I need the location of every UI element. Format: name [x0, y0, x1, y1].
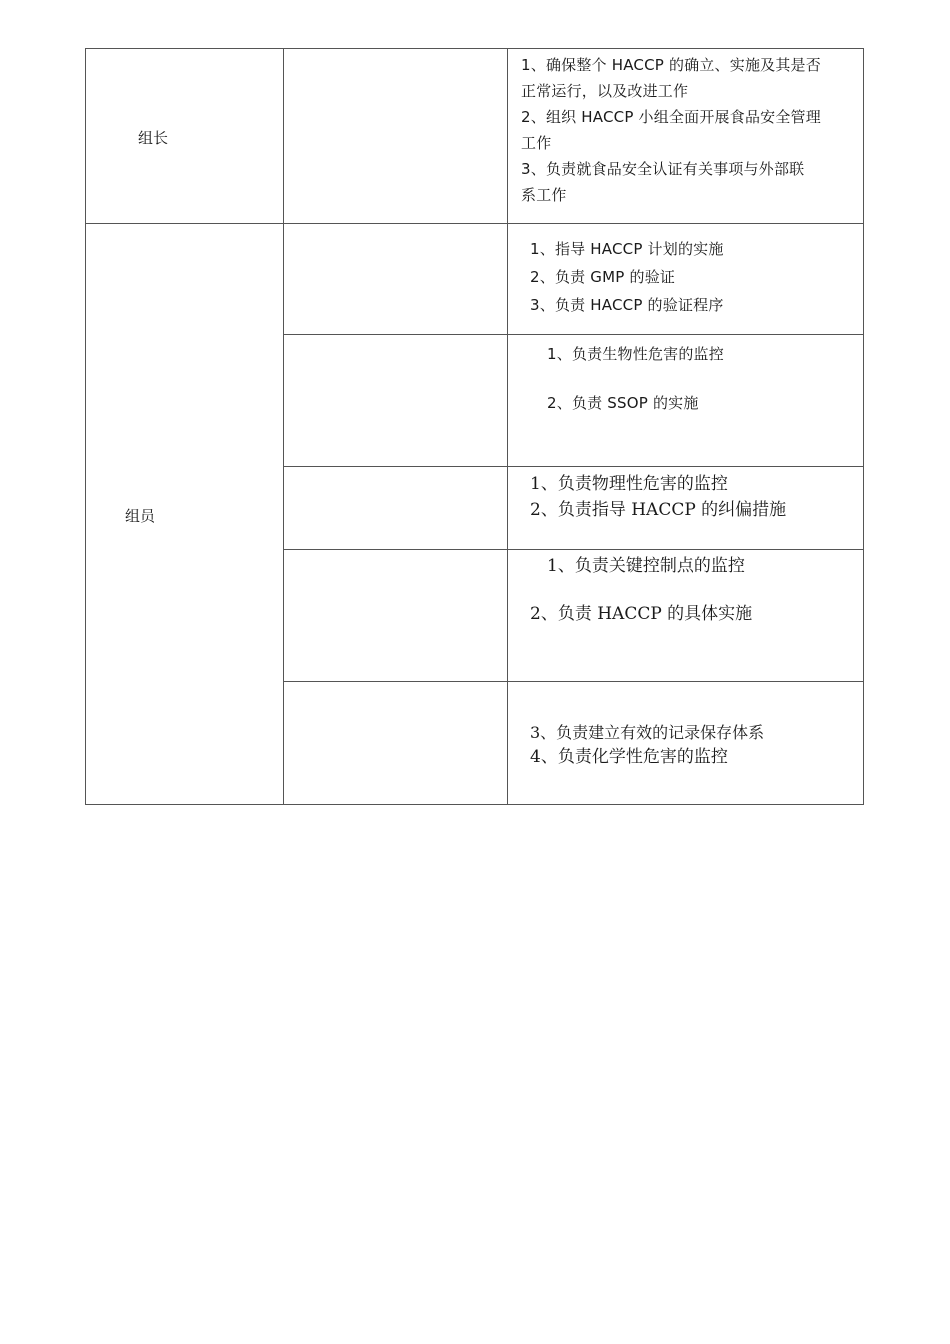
duty-line: 2、负责 GMP 的验证	[530, 268, 676, 286]
duty-line: 1、指导 HACCP 计划的实施	[530, 240, 724, 258]
duty-line: 正常运行，以及改进工作	[521, 82, 689, 100]
leader-duties	[521, 52, 821, 208]
duty-line: 3、负责 HACCP 的验证程序	[530, 296, 724, 314]
duty-line: 2、负责 SSOP 的实施	[547, 394, 699, 412]
duty-line: 2、组织 HACCP 小组全面开展食品安全管理	[521, 108, 821, 126]
duty-line: 1、负责物理性危害的监控	[530, 474, 728, 494]
duty-line: 1、负责关键控制点的监控	[547, 556, 745, 576]
row-divider	[85, 223, 864, 224]
member-duties-2b	[547, 390, 699, 416]
member-duties-1	[530, 235, 724, 319]
duty-line: 4、负责化学性危害的监控	[530, 747, 728, 767]
duty-line: 1、负责生物性危害的监控	[547, 345, 724, 363]
column-divider	[507, 48, 508, 805]
column-divider	[283, 48, 284, 805]
row-divider	[283, 466, 864, 467]
duty-line: 2、负责指导 HACCP 的纠偏措施	[530, 500, 787, 520]
duty-line: 2、负责 HACCP 的具体实施	[530, 604, 753, 624]
row-divider	[283, 549, 864, 550]
member-duties-2	[547, 341, 724, 367]
member-duties-5	[530, 720, 764, 770]
row-divider	[283, 334, 864, 335]
member-duties-3	[530, 471, 786, 523]
member-duties-4b	[530, 601, 752, 627]
row-divider	[283, 681, 864, 682]
duty-line: 3、负责建立有效的记录保存体系	[530, 723, 765, 742]
duty-line: 工作	[521, 134, 552, 152]
role-leader: 组长	[138, 129, 169, 147]
role-members: 组员	[125, 507, 156, 525]
member-duties-4	[547, 553, 745, 579]
duty-line: 系工作	[521, 186, 567, 204]
duty-line: 1、确保整个 HACCP 的确立、实施及其是否	[521, 56, 821, 74]
duty-line: 3、负责就食品安全认证有关事项与外部联	[521, 160, 805, 178]
